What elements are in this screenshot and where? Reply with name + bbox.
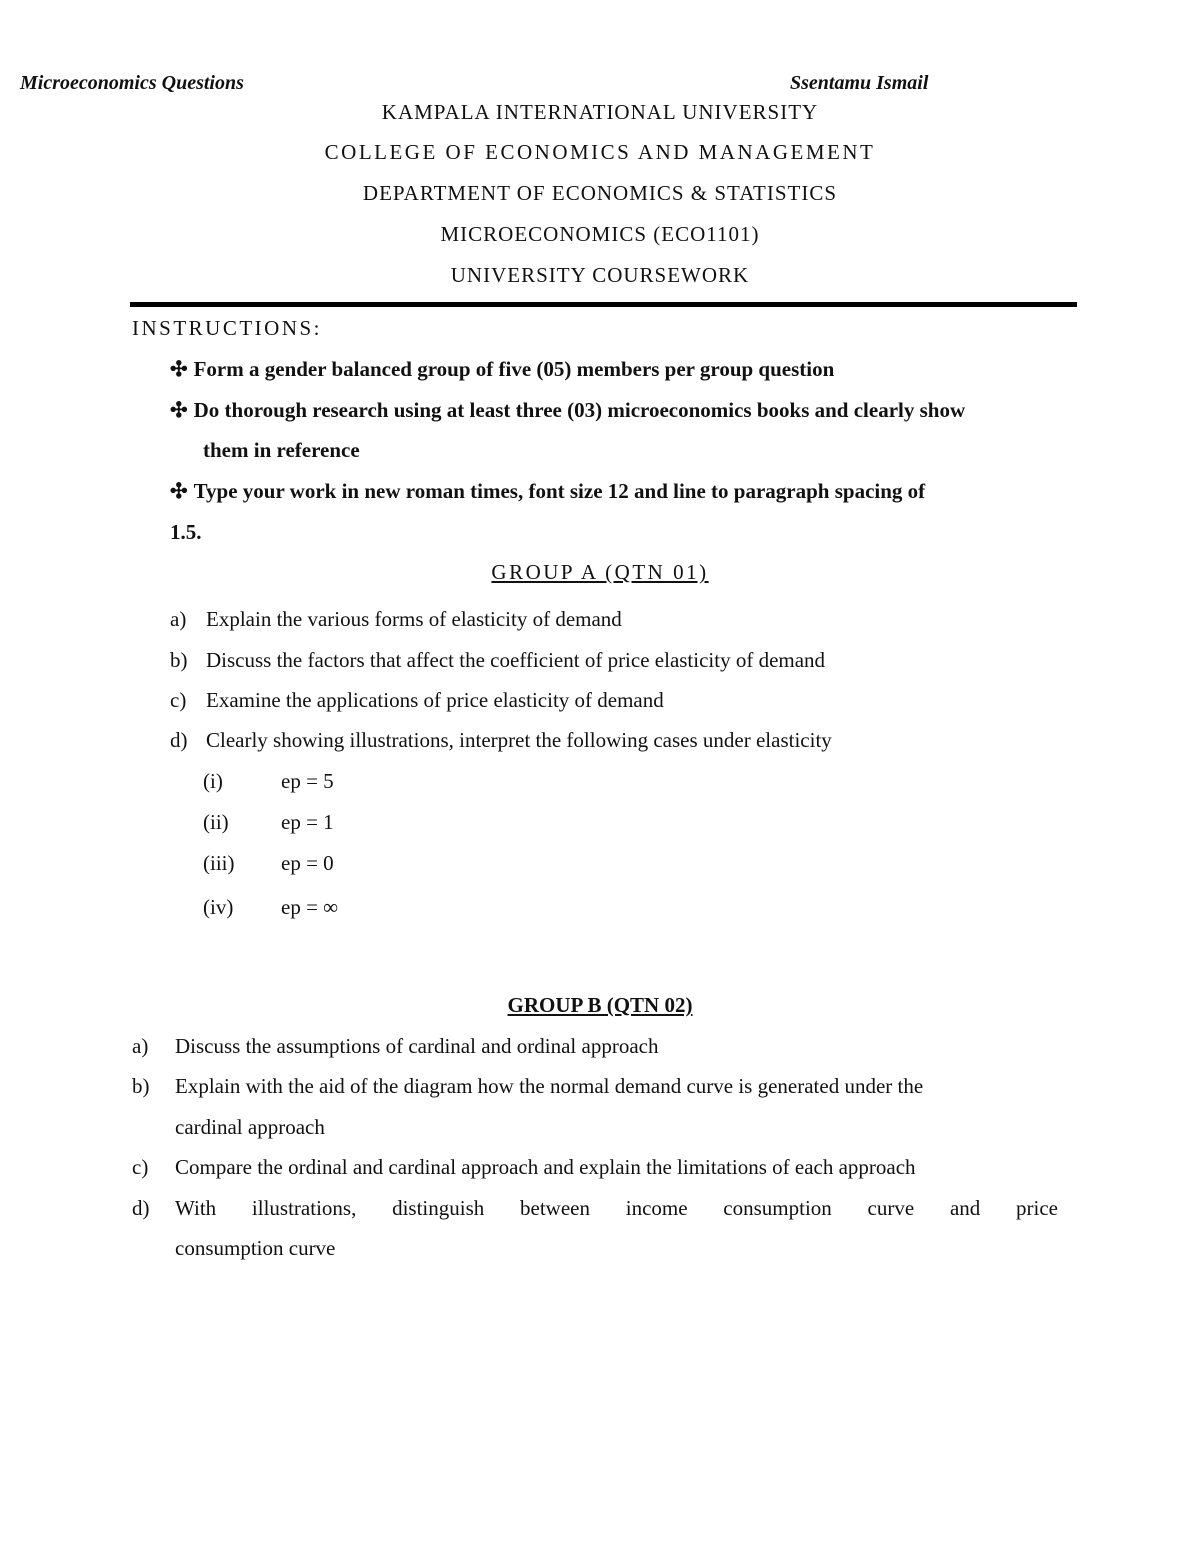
bullet-icon: ✣ [170, 479, 188, 503]
group-b-question: b) Explain with the aid of the diagram how the normal demand curve is generated under the [132, 1074, 924, 1098]
group-a-question: a) Explain the various forms of elasticity of demand [170, 607, 622, 631]
instruction-item: ✣ Type your work in new roman times, font size 12 and line to paragraph spacing of [170, 479, 926, 503]
instruction-item-continued: 1.5. [170, 520, 202, 544]
group-b-question: c) Compare the ordinal and cardinal approach and explain the limitations of each approach [132, 1155, 916, 1179]
instruction-item: ✣ Do thorough research using at least three (03) microeconomics books and clearly show [170, 398, 966, 422]
elasticity-case: (ii) ep = 1 [203, 810, 334, 834]
bullet-icon: ✣ [170, 357, 188, 381]
group-b-question-continued: cardinal approach [175, 1115, 325, 1139]
group-a-heading: GROUP A (QTN 01) [491, 560, 709, 584]
instruction-item-continued: them in reference [203, 438, 360, 462]
elasticity-case: (i) ep = 5 [203, 769, 334, 793]
bullet-icon: ✣ [170, 398, 188, 422]
university-name: KAMPALA INTERNATIONAL UNIVERSITY [381, 100, 819, 124]
group-b-question-continued: consumption curve [175, 1236, 336, 1260]
group-b-question: d) With illustrations, distinguish between income consumption curve and price [132, 1196, 1058, 1220]
header-left: Microeconomics Questions [20, 72, 244, 94]
department-name: DEPARTMENT OF ECONOMICS & STATISTICS [362, 181, 838, 205]
group-b-question: a) Discuss the assumptions of cardinal and ordinal approach [132, 1034, 659, 1058]
group-a-question: d) Clearly showing illustrations, interpret the following cases under elasticity [170, 728, 832, 752]
elasticity-case: (iii) ep = 0 [203, 851, 334, 875]
coursework-type: UNIVERSITY COURSEWORK [450, 263, 750, 287]
title-divider [130, 302, 1077, 307]
elasticity-case: (iv) ep = ∞ [203, 895, 339, 919]
header-right: Ssentamu Ismail [790, 72, 929, 94]
group-b-heading: GROUP B (QTN 02) [507, 993, 693, 1017]
group-a-question: c) Examine the applications of price elasticity of demand [170, 688, 664, 712]
instructions-heading: INSTRUCTIONS: [132, 316, 323, 340]
course-title: MICROECONOMICS (ECO1101) [440, 222, 760, 246]
instruction-item: ✣ Form a gender balanced group of five (05) members per group question [170, 357, 835, 381]
group-a-question: b) Discuss the factors that affect the coefficient of price elasticity of demand [170, 648, 826, 672]
college-name: COLLEGE OF ECONOMICS AND MANAGEMENT [324, 140, 876, 164]
